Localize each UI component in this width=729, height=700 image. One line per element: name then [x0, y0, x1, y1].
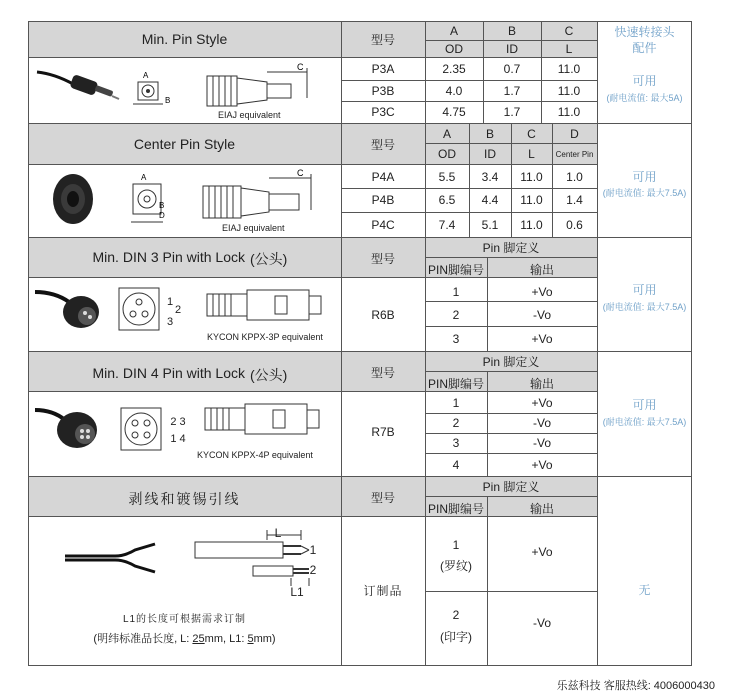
- value: 7.4: [438, 218, 456, 232]
- col-head-a: A: [442, 127, 451, 141]
- current-note: (耐电流值: 最大7.5A): [602, 417, 687, 427]
- diagram-caption: KYCON KPPX-4P equivalent: [197, 450, 313, 460]
- pin-desc: (罗纹): [440, 559, 472, 573]
- model-p3a: P3A: [371, 62, 395, 76]
- current-note: (耐电流值: 最大5A): [606, 93, 683, 103]
- section-title: Min. DIN 3 Pin with Lock: [92, 249, 245, 265]
- svg-text:C: C: [297, 62, 304, 72]
- value: 11.0: [557, 105, 581, 119]
- pin-no: 1: [452, 396, 460, 410]
- section-title-suffix: (公头): [250, 367, 288, 383]
- standard-length-note: [28, 630, 341, 646]
- pin-label: 1: [166, 296, 174, 308]
- value: 6.5: [438, 193, 456, 207]
- value: 0.7: [503, 62, 521, 76]
- value: 11.0: [520, 218, 543, 232]
- type-label: 型号: [370, 138, 395, 152]
- wire-label-1: 1: [309, 543, 317, 557]
- model-r7b: R7B: [371, 425, 395, 439]
- model-p3b: P3B: [371, 84, 395, 98]
- value: 4.4: [481, 193, 499, 207]
- model-r6b: R6B: [371, 308, 395, 322]
- dim-l1: L1: [290, 585, 304, 599]
- col-sub-od: OD: [438, 147, 456, 161]
- pin-output: -Vo: [532, 308, 551, 322]
- diagram-caption: EIAJ equivalent: [222, 223, 285, 233]
- quick-adapter-header: 快速转接头 配件: [614, 25, 675, 55]
- type-label: 型号: [370, 491, 395, 505]
- pin-label: 3: [166, 316, 174, 328]
- value: 0.6: [566, 218, 583, 232]
- col-head-c: C: [564, 24, 574, 38]
- value: 5.1: [481, 218, 499, 232]
- type-label: 型号: [370, 33, 395, 47]
- pin-def-header: Pin 脚定义: [482, 355, 540, 369]
- value: 1.7: [503, 84, 521, 98]
- availability: 可用: [632, 283, 657, 297]
- value: 1.4: [566, 193, 583, 207]
- note-l1-value: 5: [247, 633, 254, 645]
- output-header: 输出: [529, 502, 554, 516]
- value: 11.0: [520, 170, 543, 184]
- model-p4b: P4B: [371, 193, 395, 207]
- col-sub-center-pin: Center Pin: [555, 150, 594, 159]
- svg-text:C: C: [297, 168, 304, 178]
- section-title: Center Pin Style: [133, 136, 236, 152]
- footer-hotline: 乐兹科技 客服热线: 4006000430: [556, 680, 715, 692]
- pin-no-header: PIN脚编号: [427, 263, 484, 277]
- pin-no-header: PIN脚编号: [427, 502, 484, 516]
- svg-text:B: B: [165, 96, 171, 105]
- note-prefix: (明纬标准品长度, L:: [93, 633, 193, 645]
- pin-no: 2: [452, 308, 460, 322]
- pin-desc: (印字): [440, 630, 472, 644]
- center-pin-diagram: [35, 166, 335, 236]
- section-title: Min. Pin Style: [141, 31, 228, 47]
- pin-no: 3: [452, 436, 460, 450]
- col-head-d: D: [570, 127, 579, 141]
- svg-text:B: B: [159, 201, 165, 210]
- pin-output: +Vo: [531, 285, 553, 299]
- value: 11.0: [520, 193, 543, 207]
- pin-output: -Vo: [532, 436, 551, 450]
- value: 5.5: [438, 170, 456, 184]
- col-head-c: C: [527, 127, 536, 141]
- pin-no-header: PIN脚编号: [427, 377, 484, 391]
- col-sub-od: OD: [445, 42, 463, 56]
- type-label: 型号: [370, 366, 395, 380]
- pin-output: -Vo: [532, 616, 551, 630]
- pin-output: -Vo: [532, 416, 551, 430]
- output-header: 输出: [529, 377, 554, 391]
- min-pin-diagram: [35, 60, 335, 122]
- pin-output: +Vo: [531, 332, 553, 346]
- pin-label: 2 3: [170, 416, 186, 428]
- svg-text:D: D: [159, 211, 165, 220]
- pin-no: 2: [452, 608, 460, 622]
- model-p3c: P3C: [371, 105, 395, 119]
- col-sub-l: L: [528, 147, 535, 161]
- diagram-caption: KYCON KPPX-3P equivalent: [207, 332, 323, 342]
- pin-no: 1: [452, 285, 460, 299]
- note-suffix: mm): [253, 633, 276, 645]
- model-custom: 订制品: [363, 584, 403, 598]
- pin-no: 4: [452, 458, 460, 472]
- output-header: 输出: [529, 263, 554, 277]
- section-title-suffix: (公头): [250, 251, 288, 267]
- diagram-caption: EIAJ equivalent: [218, 110, 281, 120]
- pin-label: 2: [174, 304, 182, 316]
- section-title: Min. DIN 4 Pin with Lock: [92, 365, 245, 381]
- model-p4a: P4A: [371, 170, 395, 184]
- section-title: 剥线和镀锡引线: [128, 491, 241, 507]
- type-label: 型号: [370, 252, 395, 266]
- svg-text:A: A: [141, 173, 147, 182]
- pin-def-header: Pin 脚定义: [482, 241, 540, 255]
- availability: 可用: [632, 170, 657, 184]
- value: 1.7: [503, 105, 521, 119]
- wire-label-2: 2: [309, 563, 317, 577]
- value: 4.0: [445, 84, 463, 98]
- note-l-value: 25: [192, 633, 205, 645]
- value: 11.0: [557, 84, 581, 98]
- pin-output: +Vo: [531, 545, 553, 559]
- col-head-b: B: [507, 24, 516, 38]
- col-head-b: B: [485, 127, 494, 141]
- dim-l: L: [274, 526, 282, 540]
- pin-output: +Vo: [531, 458, 553, 472]
- current-note: (耐电流值: 最大7.5A): [602, 302, 687, 312]
- availability: 无: [638, 583, 651, 597]
- pin-output: +Vo: [531, 396, 553, 410]
- note-mid: mm, L1:: [204, 633, 248, 645]
- value: 3.4: [481, 170, 499, 184]
- col-sub-l: L: [565, 42, 573, 56]
- current-note: (耐电流值: 最大7.5A): [602, 188, 687, 198]
- value: 2.35: [442, 62, 466, 76]
- svg-text:A: A: [143, 71, 149, 80]
- pin-no: 3: [452, 332, 460, 346]
- value: 11.0: [557, 62, 581, 76]
- value: 4.75: [442, 105, 466, 119]
- col-head-a: A: [449, 24, 458, 38]
- pin-def-header: Pin 脚定义: [482, 480, 540, 494]
- pin-label: 1 4: [170, 433, 186, 445]
- model-p4c: P4C: [371, 218, 395, 232]
- availability: 可用: [632, 398, 657, 412]
- pin-no: 2: [452, 416, 460, 430]
- availability: 可用: [632, 74, 657, 88]
- col-sub-id: ID: [484, 147, 496, 161]
- pin-no: 1: [452, 538, 460, 552]
- col-sub-id: ID: [506, 42, 518, 56]
- value: 1.0: [566, 170, 583, 184]
- length-note: L1的长度可根据需求订制: [122, 614, 247, 625]
